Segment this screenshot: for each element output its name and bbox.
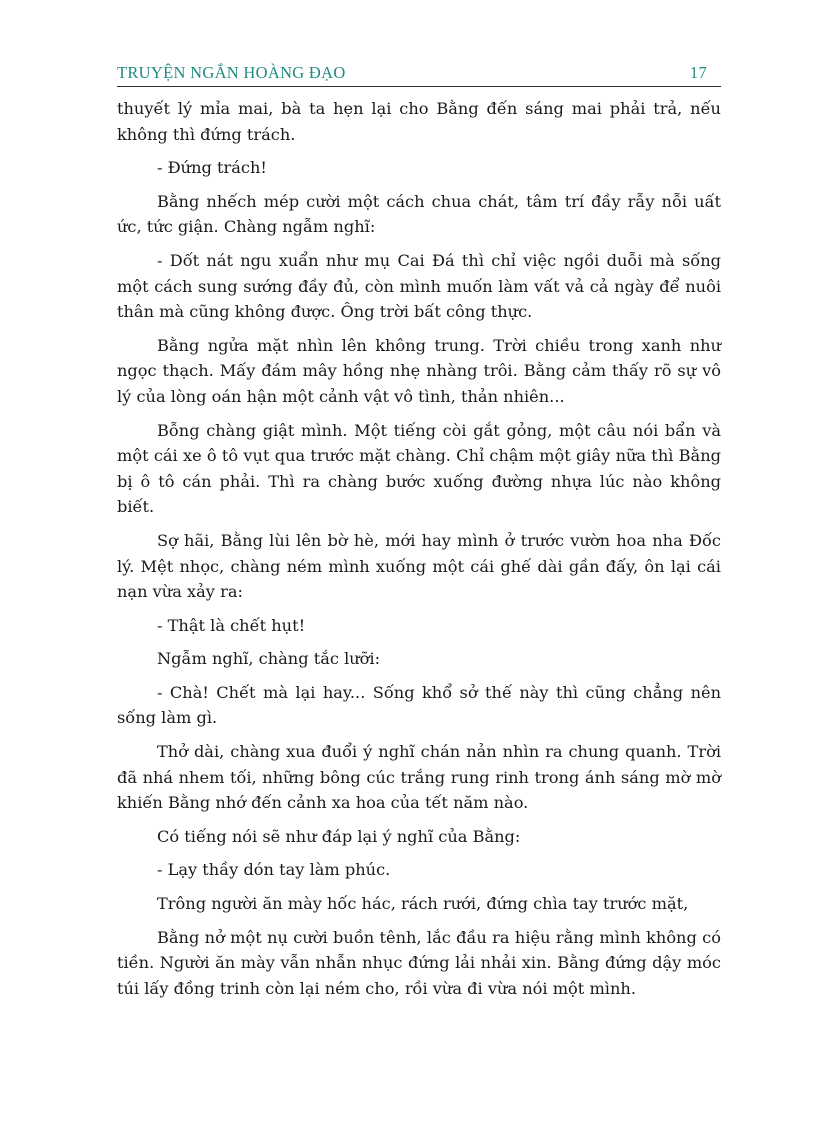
paragraph: - Chà! Chết mà lại hay... Sống khổ sở thế này thì cũng chẳng nên sống làm gì. [117,682,721,728]
page-number: 17 [689,63,707,82]
paragraph: thuyết lý mỉa mai, bà ta hẹn lại cho Bằng đến sáng mai phải trả, nếu không thì đứng trách. [117,99,721,144]
story-text [117,96,721,1009]
paragraph: - Dốt nát ngu xuẩn như mụ Cai Đá thì chỉ việc ngồi duỗi mà sống một cách sung sướng đầy đủ, còn mình muốn làm vất vả cả ngày để nuôi thân mà cũng không được. Ông trời bất công thực. [117,250,721,322]
paragraph: Thở dài, chàng xua đuổi ý nghĩ chán nản nhìn ra chung quanh. Trời đã nhá nhem tối, những bông cúc trắng rung rinh trong ánh sáng mờ mờ khiến Bằng nhớ đến cảnh xa hoa của tết năm nào. [117,742,721,813]
paragraph: - Đứng trách! [157,158,267,178]
paragraph: - Lạy thầy dón tay làm phúc. [157,860,391,880]
book-title: TRUYỆN NGẮN HOÀNG ĐẠO [117,63,346,82]
paragraph: - Thật là chết hụt! [157,615,306,635]
paragraph: Sợ hãi, Bằng lùi lên bờ hè, mới hay mình ở trước vườn hoa nha Đốc lý. Mệt nhọc, chàng ném mình xuống một cái ghế dài gần đấy, ôn lại cái nạn vừa xảy ra: [117,530,721,602]
paragraph: Bỗng chàng giật mình. Một tiếng còi gắt gỏng, một câu nói bẩn và một cái xe ô tô vụt qua trước mặt chàng. Chỉ chậm một giây nữa thì Bằng bị ô tô cán phải. Thì ra chàng bước xuống đường nhựa lúc nào không biết. [117,420,721,517]
paragraph: Bằng nở một nụ cười buồn tênh, lắc đầu ra hiệu rằng mình không có tiền. Người ăn mày vẫn nhẫn nhục đứng lải nhải xin. Bằng đứng dậy móc túi lấy đồng trinh còn lại ném cho, rồi vừa đi vừa nói một mình. [117,927,721,998]
paragraph: Bằng ngửa mặt nhìn lên không trung. Trời chiều trong xanh như ngọc thạch. Mấy đám mây hồng nhẹ nhàng trôi. Bằng cảm thấy rõ sự vô lý của lòng oán hận một cảnh vật vô tình, thản nhiên... [117,335,721,406]
paragraph: Có tiếng nói sẽ như đáp lại ý nghĩ của Bằng: [157,826,521,846]
running-header [117,60,721,87]
paragraph: Trông người ăn mày hốc hác, rách rưới, đứng chìa tay trước mặt, [157,894,689,914]
paragraph: Ngẫm nghĩ, chàng tắc lưỡi: [157,649,381,669]
paragraph: Bằng nhếch mép cười một cách chua chát, tâm trí đầy rẫy nỗi uất ức, tức giận. Chàng ngẫm nghĩ: [117,191,721,237]
